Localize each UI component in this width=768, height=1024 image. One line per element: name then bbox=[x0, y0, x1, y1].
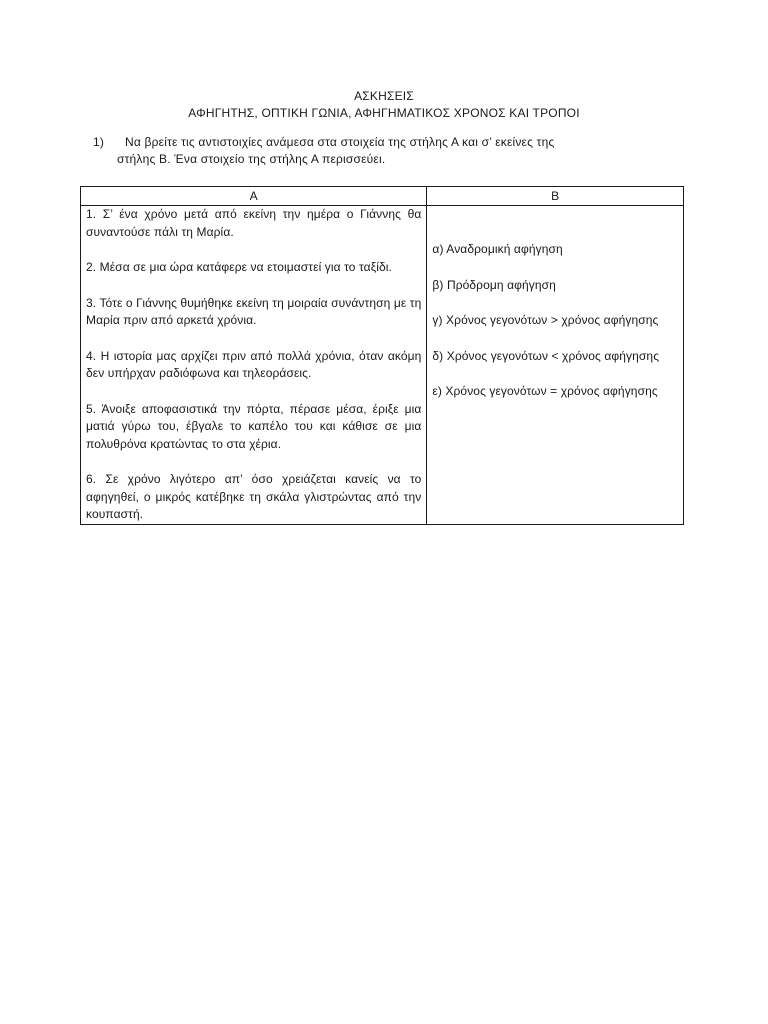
column-a-item: 4. Η ιστορία μας αρχίζει πριν από πολλά χρόνια, όταν ακόμη δεν υπήρχαν ραδιόφωνα και τηλεοράσεις. bbox=[86, 348, 422, 380]
exercise-text-line-2: στήλης Β. Ένα στοιχείο της στήλης Α περισσεύει. bbox=[117, 152, 386, 166]
column-a-header: Α bbox=[81, 187, 427, 206]
document-header bbox=[0, 88, 768, 122]
column-a-item: 5. Άνοιξε αποφασιστικά την πόρτα, πέρασε μέσα, έριξε μια ματιά γύρω του, έβγαλε το καπέλο του και κάθισε σε μια πολυθρόνα κρατώντας το στα χέρια. bbox=[86, 401, 422, 451]
document-subtitle: ΑΦΗΓΗΤΗΣ, ΟΠΤΙΚΗ ΓΩΝΙΑ, ΑΦΗΓΗΜΑΤΙΚΟΣ ΧΡΟΝΟΣ ΚΑΙ ΤΡΟΠΟΙ bbox=[188, 106, 580, 120]
table-row bbox=[81, 206, 684, 525]
column-a-item: 3. Τότε ο Γιάννης θυμήθηκε εκείνη τη μοιραία συνάντηση με τη Μαρία πριν από αρκετά χρόνια. bbox=[86, 295, 422, 327]
table-header-row bbox=[81, 187, 684, 206]
column-a-item: 6. Σε χρόνο λιγότερο απ’ όσο χρειάζεται κανείς να το αφηγηθεί, ο μικρός κατέβηκε τη σκάλα γλιστρώντας από την κουπαστή. bbox=[86, 472, 422, 521]
column-a-item: 2. Μέσα σε μια ώρα κατάφερε να ετοιμαστεί για το ταξίδι. bbox=[86, 260, 392, 274]
column-b-header: Β bbox=[427, 187, 684, 206]
column-a-item: 1. Σ’ ένα χρόνο μετά από εκείνη την ημέρα ο Γιάννης θα συναντούσε πάλι τη Μαρία. bbox=[86, 207, 422, 239]
column-b-item: β) Πρόδρομη αφήγηση bbox=[432, 277, 556, 292]
exercise-text-line-1: Να βρείτε τις αντιστοιχίες ανάμεσα στα στοιχεία της στήλης Α και σ’ εκείνες της bbox=[125, 135, 555, 149]
exercise-instruction bbox=[93, 134, 653, 168]
column-b-list bbox=[432, 206, 678, 401]
exercise-text bbox=[93, 134, 653, 168]
column-a-cell bbox=[81, 206, 427, 525]
matching-table bbox=[80, 186, 684, 525]
column-b-item: γ) Χρόνος γεγονότων > χρόνος αφήγησης bbox=[432, 313, 659, 327]
exercise-number: 1) bbox=[93, 135, 105, 149]
document-title: ΑΣΚΗΣΕΙΣ bbox=[354, 89, 414, 103]
column-b-item: ε) Χρόνος γεγονότων = χρόνος αφήγησης bbox=[432, 384, 658, 398]
column-b-item: δ) Χρόνος γεγονότων < χρόνος αφήγησης bbox=[432, 348, 660, 363]
column-b-item: α) Αναδρομική αφήγηση bbox=[432, 242, 563, 256]
column-b-cell bbox=[427, 206, 684, 525]
